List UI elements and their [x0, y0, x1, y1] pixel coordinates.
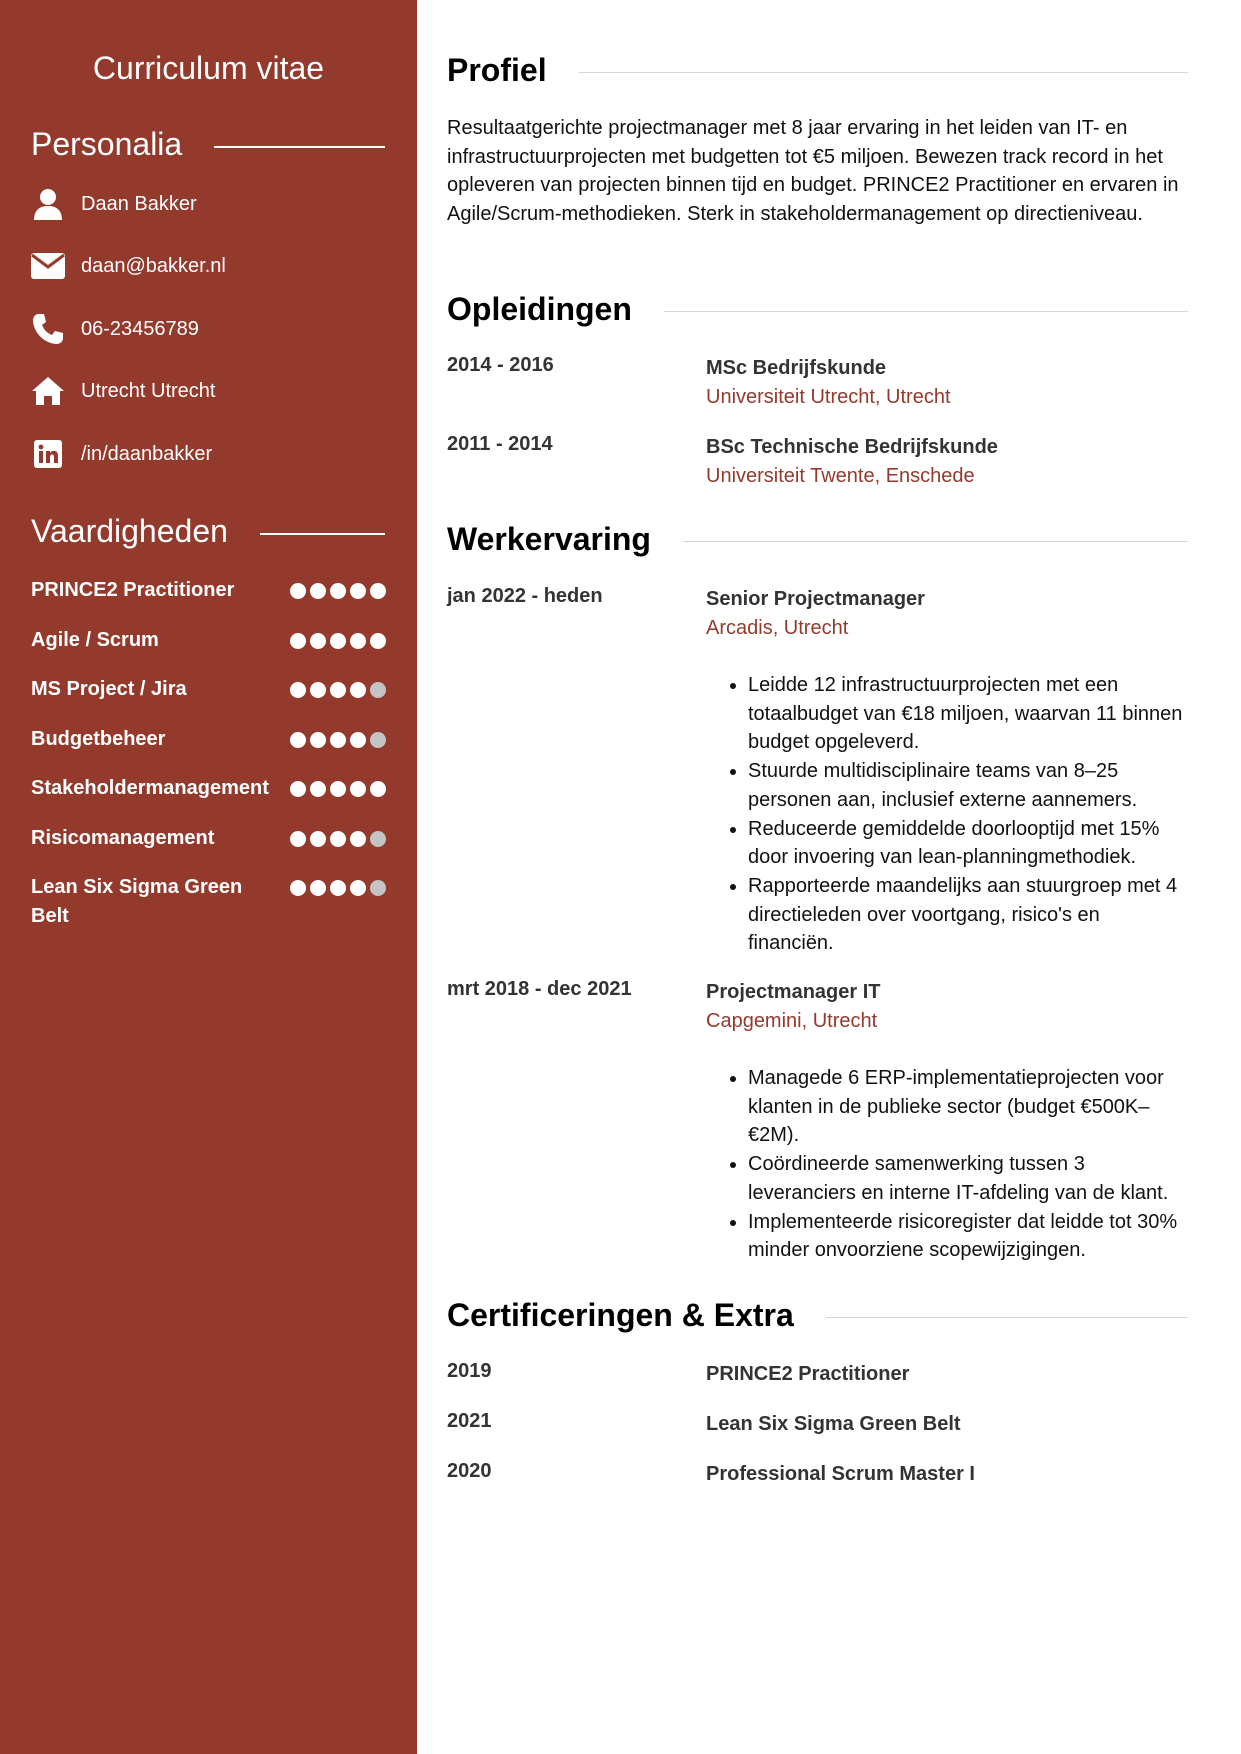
- divider: [664, 311, 1188, 312]
- skill-rating: [290, 633, 386, 649]
- contact-address: [31, 374, 215, 408]
- cert-heading: Certificeringen & Extra: [447, 1297, 794, 1333]
- skill-rating: [290, 880, 386, 896]
- personalia-heading: Personalia: [31, 126, 183, 162]
- skill-rating: [290, 583, 386, 599]
- skill-rating: [290, 732, 386, 748]
- contact-phone[interactable]: [31, 312, 199, 346]
- work-company: Capgemini, Utrecht: [706, 1010, 878, 1032]
- skill-row: [31, 774, 386, 803]
- education-section-header: [447, 291, 1188, 328]
- rating-dot-filled: [290, 831, 306, 847]
- profile-section-header: [447, 52, 1188, 89]
- profile-heading: Profiel: [447, 52, 547, 88]
- skills-section-header: [31, 513, 385, 550]
- contact-email-text[interactable]: daan@bakker.nl: [81, 254, 226, 277]
- rating-dot-filled: [350, 831, 366, 847]
- divider: [683, 541, 1188, 542]
- skills-heading: Vaardigheden: [31, 513, 228, 549]
- rating-dot-filled: [370, 781, 386, 797]
- work-bullet: • Managede 6 ERP-implementatieprojecten voor klanten in de publieke sector (budget €500K–€2M).: [748, 1064, 1188, 1150]
- rating-dot-filled: [290, 633, 306, 649]
- skill-name: Agile / Scrum: [31, 629, 159, 651]
- education-date: 2011 - 2014: [447, 433, 553, 455]
- rating-dot-filled: [350, 732, 366, 748]
- skill-rating: [290, 831, 386, 847]
- rating-dot-filled: [310, 781, 326, 797]
- education-degree: MSc Bedrijfskunde: [706, 357, 887, 379]
- work-title: Projectmanager IT: [706, 981, 881, 1003]
- rating-dot-filled: [290, 583, 306, 599]
- rating-dot-filled: [370, 583, 386, 599]
- rating-dot-filled: [330, 633, 346, 649]
- skill-name: Lean Six Sigma Green Belt: [31, 876, 243, 927]
- rating-dot-filled: [290, 781, 306, 797]
- contact-email[interactable]: [31, 249, 226, 283]
- rating-dot-filled: [310, 732, 326, 748]
- rating-dot-filled: [370, 633, 386, 649]
- education-institution: Universiteit Twente, Enschede: [706, 465, 975, 487]
- sidebar: [0, 0, 417, 1754]
- rating-dot-empty: [370, 682, 386, 698]
- skill-row: [31, 725, 386, 754]
- contact-address-text: Utrecht Utrecht: [81, 379, 216, 402]
- rating-dot-filled: [290, 880, 306, 896]
- skill-row: [31, 873, 386, 931]
- rating-dot-filled: [310, 831, 326, 847]
- skill-row: [31, 576, 386, 605]
- work-title: Senior Projectmanager: [706, 588, 925, 610]
- cert-year: 2021: [447, 1410, 492, 1432]
- skill-row: [31, 675, 386, 704]
- work-section-header: [447, 521, 1188, 558]
- education-heading: Opleidingen: [447, 291, 632, 327]
- personalia-section-header: [31, 126, 385, 163]
- work-bullet: • Coördineerde samenwerking tussen 3 leveranciers en interne IT-afdeling van de klant.: [748, 1150, 1188, 1207]
- education-date: 2014 - 2016: [447, 354, 554, 376]
- linkedin-icon: [31, 437, 65, 471]
- work-bullet: • Reduceerde gemiddelde doorlooptijd met 15% door invoering van lean-planningmethodiek.: [748, 815, 1188, 872]
- skill-name: Stakeholdermanagement: [31, 777, 269, 799]
- skill-row: [31, 626, 386, 655]
- cert-title: PRINCE2 Practitioner: [706, 1363, 910, 1385]
- rating-dot-filled: [290, 732, 306, 748]
- cert-year: 2020: [447, 1460, 492, 1482]
- work-date: mrt 2018 - dec 2021: [447, 978, 632, 1000]
- rating-dot-filled: [310, 880, 326, 896]
- rating-dot-empty: [370, 831, 386, 847]
- skill-name: Risicomanagement: [31, 827, 215, 849]
- contact-phone-text[interactable]: 06-23456789: [81, 317, 199, 340]
- divider: [260, 533, 385, 535]
- skill-row: [31, 824, 386, 853]
- skill-name: Budgetbeheer: [31, 728, 166, 750]
- rating-dot-filled: [330, 682, 346, 698]
- rating-dot-filled: [310, 633, 326, 649]
- contact-name: [31, 187, 197, 221]
- education-institution: Universiteit Utrecht, Utrecht: [706, 386, 951, 408]
- rating-dot-filled: [290, 682, 306, 698]
- divider: [826, 1317, 1188, 1318]
- rating-dot-filled: [310, 583, 326, 599]
- work-company: Arcadis, Utrecht: [706, 617, 849, 639]
- cert-title: Professional Scrum Master I: [706, 1463, 975, 1485]
- rating-dot-filled: [350, 781, 366, 797]
- work-date: jan 2022 - heden: [447, 585, 603, 607]
- envelope-icon: [31, 249, 65, 283]
- education-degree: BSc Technische Bedrijfskunde: [706, 436, 998, 458]
- skill-rating: [290, 781, 386, 797]
- work-bullet: • Rapporteerde maandelijks aan stuurgroep met 4 directieleden over voortgang, risico's en financiën.: [748, 872, 1188, 958]
- rating-dot-filled: [330, 732, 346, 748]
- skill-name: MS Project / Jira: [31, 678, 187, 700]
- home-icon: [31, 374, 65, 408]
- rating-dot-empty: [370, 732, 386, 748]
- cert-section-header: [447, 1297, 1188, 1334]
- work-bullets: [706, 1064, 1188, 1265]
- phone-icon: [31, 312, 65, 346]
- rating-dot-filled: [350, 682, 366, 698]
- rating-dot-filled: [330, 781, 346, 797]
- contact-linkedin-text[interactable]: /in/daanbakker: [81, 442, 213, 465]
- contact-linkedin[interactable]: [31, 437, 212, 471]
- work-bullet: • Stuurde multidisciplinaire teams van 8–25 personen aan, inclusief externe aannemers.: [748, 757, 1188, 814]
- rating-dot-filled: [350, 583, 366, 599]
- work-bullets: [706, 671, 1188, 958]
- cert-title: Lean Six Sigma Green Belt: [706, 1413, 961, 1435]
- cv-title: Curriculum vitae: [92, 50, 325, 86]
- rating-dot-filled: [330, 831, 346, 847]
- rating-dot-filled: [330, 583, 346, 599]
- work-bullet: • Leidde 12 infrastructuurprojecten met een totaalbudget van €18 miljoen, waarvan 11 binnen budget opgeleverd.: [748, 671, 1188, 757]
- rating-dot-filled: [330, 880, 346, 896]
- divider: [579, 72, 1188, 73]
- rating-dot-filled: [350, 633, 366, 649]
- rating-dot-filled: [350, 880, 366, 896]
- work-heading: Werkervaring: [447, 521, 651, 557]
- profile-text: Resultaatgerichte projectmanager met 8 jaar ervaring in het leiden van IT- en infrastructuurprojecten met budgetten tot €5 miljoen. Bewezen track record in het opleveren van projecten binnen tijd en budget. PRINCE2 Practitioner en ervaren in Agile/Scrum-methodieken. Sterk in stakeholdermanagement op directieniveau.: [447, 117, 1179, 225]
- work-bullet: • Implementeerde risicoregister dat leidde tot 30% minder onvoorziene scopewijzigingen.: [748, 1208, 1188, 1265]
- divider: [214, 146, 385, 148]
- skill-rating: [290, 682, 386, 698]
- rating-dot-empty: [370, 880, 386, 896]
- skill-name: PRINCE2 Practitioner: [31, 579, 235, 601]
- rating-dot-filled: [310, 682, 326, 698]
- user-icon: [31, 187, 65, 221]
- contact-name-text: Daan Bakker: [81, 192, 197, 215]
- cert-year: 2019: [447, 1360, 492, 1382]
